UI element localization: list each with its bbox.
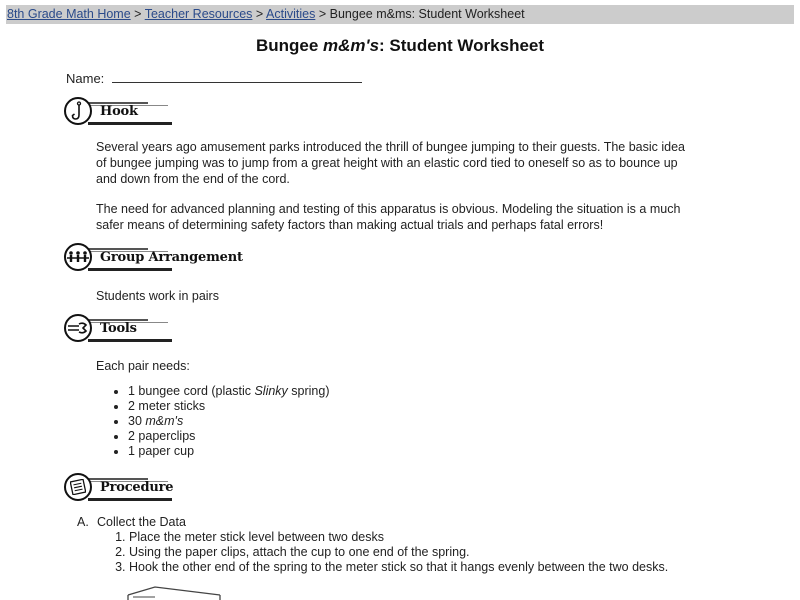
name-field-row <box>66 70 362 86</box>
checklist-icon <box>64 473 92 501</box>
hook-paragraph-1: Several years ago amusement parks introduced the thrill of bungee jumping to their guests. The basic idea of bungee jumping was to jump from a great height with an elastic cord tied to oneself so as to bounce up and down from the end of the cord. <box>96 140 685 186</box>
section-header-procedure <box>64 473 174 505</box>
title-italic: m&m's <box>323 36 380 55</box>
breadcrumb-separator: > <box>134 7 142 21</box>
procedure-substeps <box>77 530 668 575</box>
breadcrumb-link-home[interactable]: 8th Grade Math Home <box>7 7 131 21</box>
decorative-rule <box>88 498 172 501</box>
wrench-icon <box>64 314 92 342</box>
procedure-substep: 2. Using the paper clips, attach the cup to one end of the spring. <box>129 545 668 560</box>
section-label-tools: Tools <box>100 321 137 336</box>
procedure-step-a <box>77 515 668 530</box>
breadcrumb-separator: > <box>318 7 327 21</box>
decorative-rule <box>88 122 172 125</box>
procedure-steps <box>77 515 668 575</box>
title-prefix: Bungee <box>255 36 324 55</box>
name-blank-line <box>112 70 362 83</box>
breadcrumb-separator: > <box>255 7 264 21</box>
page-title <box>0 36 800 56</box>
decorative-rule <box>88 339 172 342</box>
procedure-substep: 1. Place the meter stick level between two desks <box>129 530 668 545</box>
step-title: Collect the Data <box>97 515 186 529</box>
tools-list <box>96 384 330 459</box>
tools-list-item: • 1 bungee cord (plastic Slinky spring) <box>128 384 330 399</box>
fishhook-icon <box>64 97 92 125</box>
section-label-hook: Hook <box>100 104 138 119</box>
name-label: Name: <box>66 71 105 86</box>
section-header-hook <box>64 97 174 129</box>
section-header-tools <box>64 314 174 346</box>
procedure-substep: 3. Hook the other end of the spring to the meter stick so that it hangs evenly between the two desks. <box>129 560 668 575</box>
breadcrumb-link-activities[interactable]: Activities <box>266 7 316 21</box>
hook-paragraph-2: The need for advanced planning and testing of this apparatus is obvious. Modeling the situation is a much safer means of determining safety factors than making actual trials and perhaps fatal errors! <box>96 202 681 232</box>
section-label-group-arrangement: Group Arrangement <box>100 250 243 265</box>
title-suffix: : Student Worksheet <box>379 36 545 55</box>
decorative-rule <box>88 268 172 271</box>
tools-list-item: • 30 m&m's <box>128 414 330 429</box>
step-letter: A. <box>77 515 89 529</box>
tools-intro: Each pair needs: <box>96 359 190 373</box>
people-group-icon <box>64 243 92 271</box>
section-label-procedure: Procedure <box>100 480 174 495</box>
tools-list-item: • 1 paper cup <box>128 444 330 459</box>
tools-list-item: • 2 meter sticks <box>128 399 330 414</box>
section-header-group-arrangement <box>64 243 243 275</box>
breadcrumb-link-teacher-resources[interactable]: Teacher Resources <box>144 7 253 21</box>
desk-diagram-illustration <box>125 585 225 600</box>
tools-list-item: • 2 paperclips <box>128 429 330 444</box>
breadcrumb <box>6 5 794 24</box>
group-arrangement-text: Students work in pairs <box>96 289 219 303</box>
breadcrumb-current: Bungee m&ms: Student Worksheet <box>329 7 525 21</box>
